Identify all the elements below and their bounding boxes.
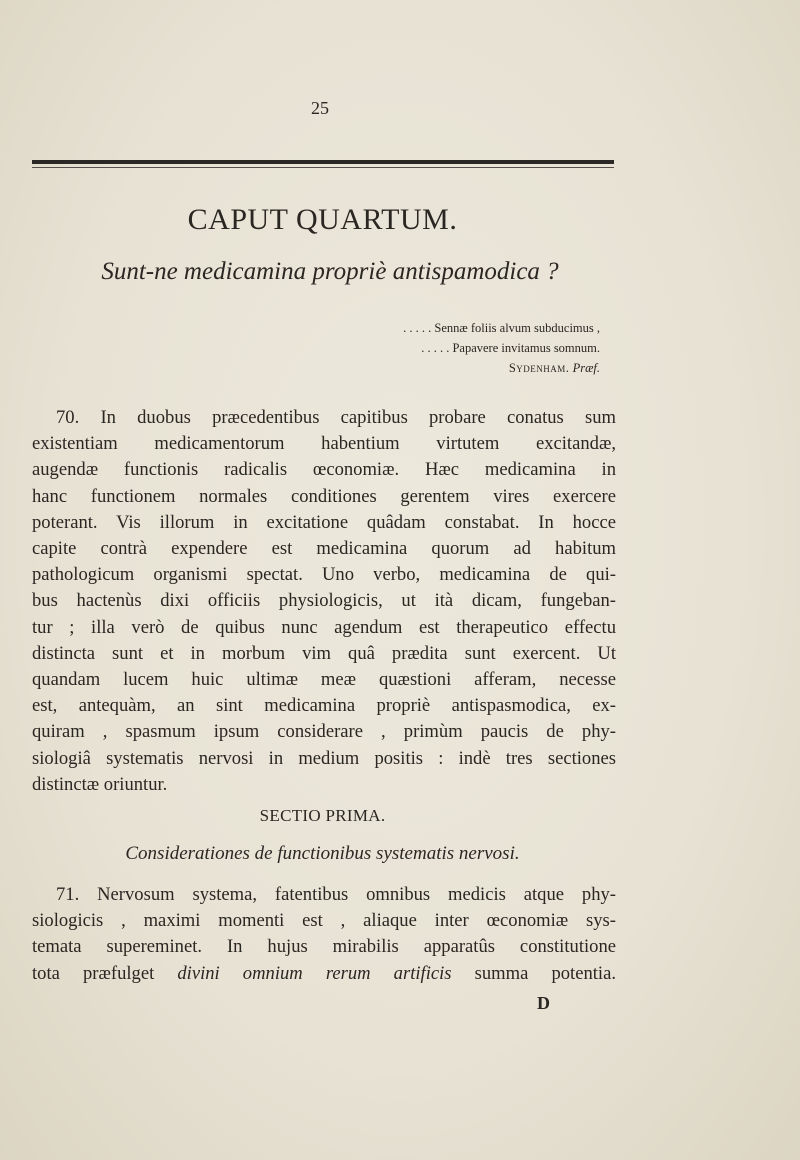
paragraph-71	[32, 882, 616, 987]
text-line: 70. In duobus præcedentibus capitibus probare conatus sum	[56, 407, 616, 428]
text-line: quandam lucem huic ultimæ meæ quæstioni afferam, necesse	[32, 669, 616, 691]
epigraph-author: Sydenham.	[508, 361, 570, 375]
paragraph-70	[32, 405, 616, 798]
text-segment: tota præfulget	[32, 962, 178, 984]
text-line: existentiam medicamentorum habentium virtutem excitandæ,	[32, 433, 616, 455]
text-line: bus hactenùs dixi officiis physiologicis, ut ità dicam, fungeban-	[32, 590, 616, 612]
epigraph-attribution	[403, 358, 600, 378]
epigraph-line: . . . . . Papavere invitamus somnum.	[421, 341, 600, 355]
text-line: hanc functionem normales conditiones gerentem vires exercere	[32, 485, 616, 507]
chapter-title: CAPUT QUARTUM.	[187, 203, 458, 236]
text-line: distinctæ oriuntur.	[32, 773, 168, 795]
text-line: siologicis , maximi momenti est , aliaque inter œconomiæ sys-	[32, 910, 616, 932]
epigraph-source: Præf.	[572, 361, 600, 375]
header-rule	[32, 160, 614, 164]
section-heading: SECTIO PRIMA.	[259, 806, 386, 825]
header-rule-thin	[32, 167, 614, 168]
text-segment-italic: divini omnium rerum artificis	[177, 962, 452, 984]
text-line: distincta sunt et in morbum vim quâ prædita sunt exercent. Ut	[32, 642, 616, 664]
text-line-last	[32, 961, 616, 987]
text-line: quiram , spasmum ipsum considerare , primùm paucis de phy-	[32, 721, 616, 743]
signature-mark: D	[537, 993, 550, 1013]
chapter-subtitle: Sunt-ne medicamina propriè antispamodica ?	[101, 258, 559, 285]
epigraph-line: . . . . . Sennæ foliis alvum subducimus ,	[403, 321, 600, 335]
text-line: temata supereminet. In hujus mirabilis apparatûs constitutione	[32, 936, 616, 958]
text-line: augendæ functionis radicalis œconomiæ. Hæc medicamina in	[32, 459, 616, 481]
text-line: 71. Nervosum systema, fatentibus omnibus medicis atque phy-	[56, 884, 616, 905]
text-segment: summa potentia.	[451, 962, 616, 984]
text-line: siologiâ systematis nervosi in medium positis : indè tres sectiones	[32, 747, 616, 769]
text-line: pathologicum organismi spectat. Uno verbo, medicamina de qui-	[32, 564, 616, 586]
text-line: tur ; illa verò de quibus nunc agendum est therapeutico effectu	[32, 616, 616, 638]
page-number: 25	[311, 98, 329, 118]
text-line: est, antequàm, an sint medicamina propriè antispasmodica, ex-	[32, 695, 616, 717]
text-line: poterant. Vis illorum in excitatione quâdam constabat. In hocce	[32, 511, 616, 533]
text-line: capite contrà expendere est medicamina quorum ad habitum	[32, 538, 616, 560]
epigraph	[403, 318, 600, 378]
section-subheading: Considerationes de functionibus systematis nervosi.	[125, 843, 520, 864]
